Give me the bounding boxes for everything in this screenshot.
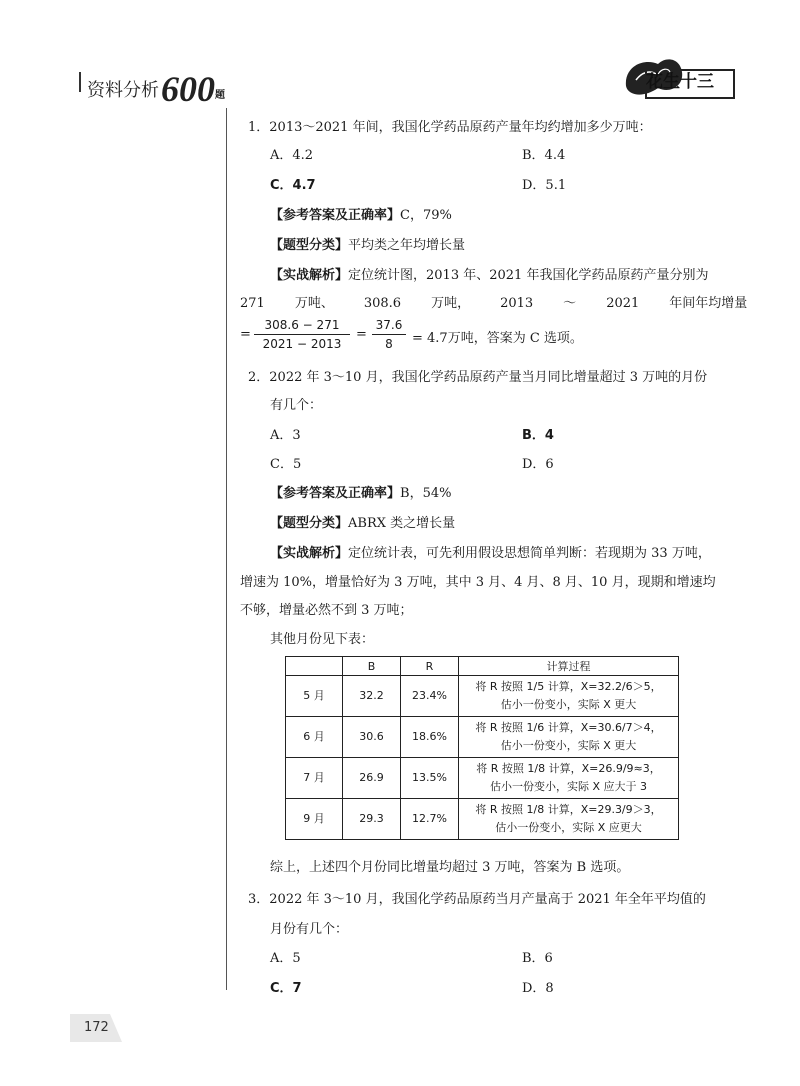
table-header: 计算过程 [459, 657, 679, 676]
table-cell-month: 9 月 [286, 799, 343, 840]
q2-analysis-line2: 增速为 10%，增量恰好为 3 万吨，其中 3 月、4 月、8 月、10 月，现期和增速均 [240, 575, 716, 590]
q2-answer: 【参考答案及正确率】B，54% [270, 486, 452, 501]
table-cell-b: 26.9 [343, 758, 401, 799]
table-row [286, 799, 679, 840]
q2-stem-line2: 有几个： [270, 398, 323, 413]
q3-option-b: B．6 [522, 951, 553, 966]
q2-table-intro: 其他月份见下表： [270, 632, 375, 647]
q2-type: 【题型分类】ABRX 类之增长量 [270, 516, 456, 531]
q1-stem: 1．2013～2021 年间，我国化学药品原药产量年均约增加多少万吨： [248, 120, 652, 135]
q1-answer: 【参考答案及正确率】C，79% [270, 208, 452, 223]
table-cell-calc: 将 R 按照 1/5 计算，X=32.2/6＞5， 估小一份变小，实际 X 更大 [459, 676, 679, 717]
q3-option-c: C．7 [270, 981, 302, 996]
q3-option-a: A．5 [270, 951, 301, 966]
table-cell-r: 12.7% [401, 799, 459, 840]
table-row [286, 717, 679, 758]
logo-text: 花生十三 [646, 72, 714, 92]
table-cell-b: 30.6 [343, 717, 401, 758]
q3-option-d: D．8 [522, 981, 554, 996]
q3-stem-line1: 3．2022 年 3～10 月，我国化学药品原药当月产量高于 2021 年全年平均值的 [248, 892, 706, 907]
table-cell-calc: 将 R 按照 1/8 计算，X=26.9/9≈3， 估小一份变小，实际 X 应大于 3 [459, 758, 679, 799]
q1-option-a: A．4.2 [270, 148, 314, 163]
table-header [286, 657, 343, 676]
table-cell-b: 29.3 [343, 799, 401, 840]
table-cell-calc: 将 R 按照 1/6 计算，X=30.6/7＞4， 估小一份变小，实际 X 更大 [459, 717, 679, 758]
table-cell-b: 32.2 [343, 676, 401, 717]
q1-option-b: B．4.4 [522, 148, 566, 163]
q1-option-c: C．4.7 [270, 178, 316, 193]
table-cell-r: 18.6% [401, 717, 459, 758]
table-cell-month: 5 月 [286, 676, 343, 717]
q2-conclusion: 综上，上述四个月份同比增量均超过 3 万吨，答案为 B 选项。 [270, 860, 630, 875]
q2-option-a: A．3 [270, 428, 301, 443]
page-number: 172 [84, 1020, 109, 1035]
q2-analysis-line3: 不够，增量必然不到 3 万吨； [240, 603, 413, 618]
table-cell-month: 6 月 [286, 717, 343, 758]
book-title: 资料分析600题 [87, 69, 225, 109]
q1-option-d: D．5.1 [522, 178, 567, 193]
q1-analysis-line1: 【实战解析】定位统计图，2013 年、2021 年我国化学药品原药产量分别为 [270, 268, 709, 283]
table-header: R [401, 657, 459, 676]
table-header-row [286, 657, 679, 676]
table-cell-month: 7 月 [286, 758, 343, 799]
table-cell-r: 13.5% [401, 758, 459, 799]
table-cell-r: 23.4% [401, 676, 459, 717]
q2-option-d: D．6 [522, 457, 554, 472]
q1-type: 【题型分类】平均类之年均增长量 [270, 238, 466, 253]
table-row [286, 758, 679, 799]
q3-stem-line2: 月份有几个： [270, 922, 349, 937]
table-header: B [343, 657, 401, 676]
q2-option-c: C．5 [270, 457, 302, 472]
calc-table [285, 656, 679, 840]
table-row [286, 676, 679, 717]
table-cell-calc: 将 R 按照 1/8 计算，X=29.3/9＞3， 估小一份变小，实际 X 应更大 [459, 799, 679, 840]
q2-option-b: B．4 [522, 428, 554, 443]
margin-line [226, 108, 227, 990]
q2-stem-line1: 2．2022 年 3～10 月，我国化学药品原药产量当月同比增量超过 3 万吨的月份 [248, 370, 708, 385]
header-bar [79, 72, 81, 92]
q2-analysis-line1: 【实战解析】定位统计表，可先利用假设思想简单判断：若现期为 33 万吨， [270, 546, 711, 561]
q1-analysis-line2: 271 万吨、 308.6 万吨， 2013 ～ 2021 年间年均增量 [240, 296, 748, 311]
